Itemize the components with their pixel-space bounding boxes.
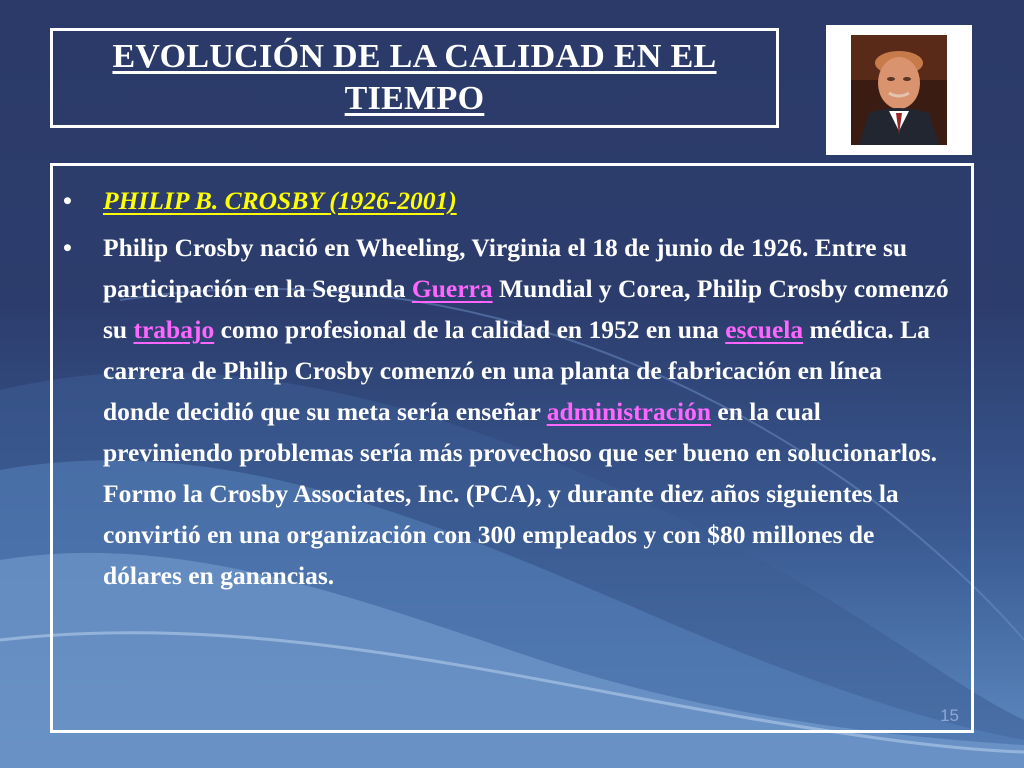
biography-text-3: como profesional de la calidad en 1952 en una	[214, 315, 726, 344]
biography-text-1: Philip Crosby nació en Wheeling, Virginia el 18 de junio de 1926. Entre su participación en la Segunda	[103, 233, 908, 303]
bullet-item-biography	[53, 227, 953, 596]
biography-text-2: Mundial y Corea, Philip Crosby comenzó su	[103, 274, 949, 344]
page-number: 15	[940, 706, 959, 725]
bullet-heading-text: PHILIP B. CROSBY (1926-2001)	[103, 186, 457, 215]
link-escuela[interactable]: escuela	[725, 315, 804, 344]
title-box	[50, 28, 779, 128]
link-trabajo[interactable]: trabajo	[133, 315, 215, 344]
biography-text-5: en la cual previniendo problemas sería más provechoso que ser bueno en solucionarlos. Formo la Crosby Associates, Inc. (PCA), y durante diez años siguientes la convirtió en una organización con 300 empleados y con $80 millones de dólares en ganancias.	[103, 397, 938, 590]
bullet-list	[53, 180, 953, 596]
link-guerra[interactable]: Guerra	[411, 274, 493, 303]
photo-frame	[826, 25, 972, 155]
bullet-item-heading	[53, 180, 953, 221]
bullet-icon: •	[63, 233, 72, 262]
link-administracion[interactable]: administración	[546, 397, 712, 426]
bullet-icon: •	[63, 186, 72, 215]
content-box	[50, 163, 974, 733]
biography-text-4: médica. La carrera de Philip Crosby comenzó en una planta de fabricación en línea donde decidió que su meta sería enseñar	[103, 315, 930, 426]
portrait-photo-icon	[851, 35, 947, 145]
slide-title: EVOLUCIÓN DE LA CALIDAD EN EL TIEMPO	[112, 38, 717, 117]
